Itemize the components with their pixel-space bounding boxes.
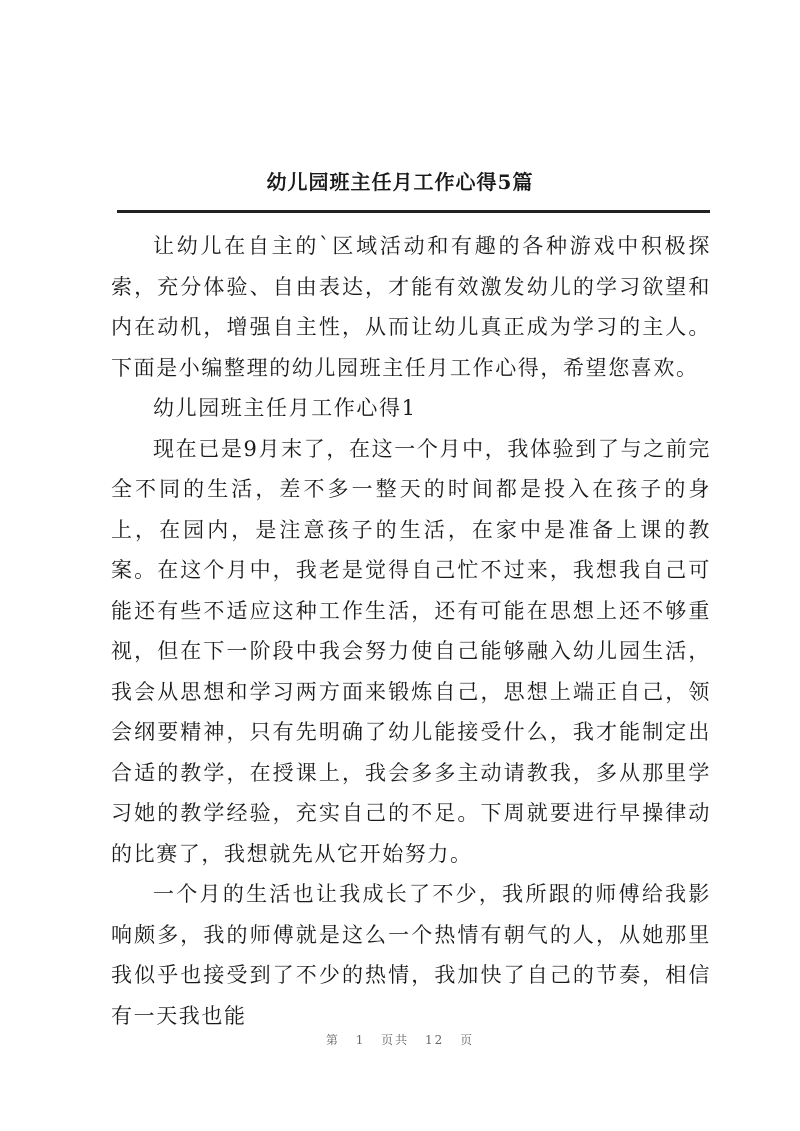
- page-footer: [0, 1031, 800, 1048]
- footer-middle: 页共: [381, 1033, 410, 1047]
- intro-paragraph: 让幼儿在自主的`区域活动和有趣的各种游戏中积极探索，充分体验、自由表达，才能有效激发幼儿的学习欲望和内在动机，增强自主性，从而让幼儿真正成为学习的主人。下面是小编整理的幼儿园班主任月工作心得，希望您喜欢。: [111, 234, 711, 380]
- footer-total-pages: 12: [425, 1033, 445, 1047]
- title-divider: [117, 210, 710, 213]
- body-paragraph: 现在已是9月末了，在这一个月中，我体验到了与之前完全不同的生活，差不多一整天的时间都是投入在孩子的身上，在园内，是注意孩子的生活，在家中是准备上课的教案。在这个月中，我老是觉得自己忙不过来，我想我自己可能还有些不适应这种工作生活，还有可能在思想上还不够重视，但在下一阶段中我会努力使自己能够融入幼儿园生活，我会从思想和学习两方面来锻炼自己，思想上端正自己，领会纲要精神，只有先明确了幼儿能接受什么，我才能制定出合适的教学，在授课上，我会多多主动请教我，多从那里学习她的教学经验，充实自己的不足。下周就要进行早操律动的比赛了，我想就先从它开始努力。: [111, 436, 711, 866]
- footer-suffix: 页: [460, 1033, 475, 1047]
- footer-current-page: 1: [355, 1033, 366, 1047]
- footer-prefix: 第: [325, 1033, 340, 1047]
- body-paragraph: 一个月的生活也让我成长了不少，我所跟的师傅给我影响颇多，我的师傅就是这么一个热情有朝气的人，从她那里我似乎也接受到了不少的热情，我加快了自己的节奏，相信有一天我也能: [111, 882, 711, 1028]
- document-body: [111, 226, 711, 1036]
- section-heading: 幼儿园班主任月工作心得1: [153, 396, 417, 420]
- page-title: 幼儿园班主任月工作心得5篇: [266, 170, 534, 194]
